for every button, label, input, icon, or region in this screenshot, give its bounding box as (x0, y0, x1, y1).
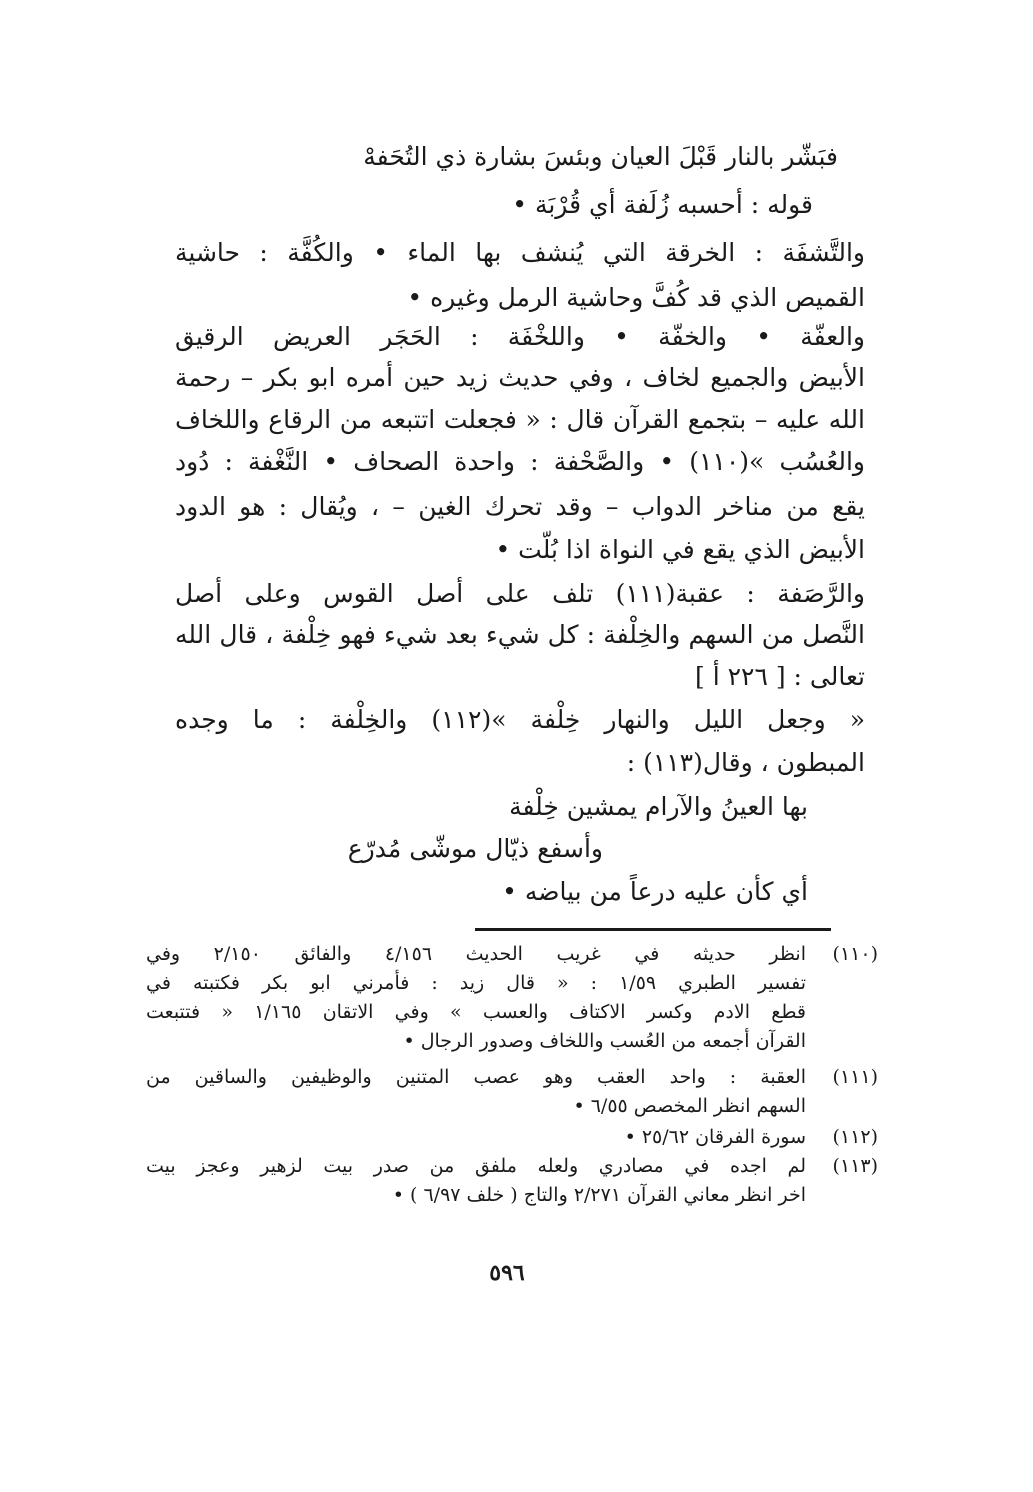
verse-line: وأسفع ذيّال موشّى مُدرّع (347, 834, 603, 863)
text-line: والتَّشفَة : الخرقة التي يُنشف بها الماء • والكُفَّة : حاشية (175, 238, 865, 267)
footnote-line: لم اجده في مصادري ولعله ملفق من صدر بيت لزهير وعجز بيت (146, 1155, 806, 1177)
text-line: « وجعل الليل والنهار خِلْفة »(١١٢) والخِلْفة : ما وجده (175, 705, 865, 734)
text-line: قوله : أحسبه زُلَفة أي قُرْبَة • (512, 190, 813, 219)
page-number: ٥٩٦ (489, 1260, 525, 1286)
text-line: والعفّة • والخفّة • واللخْفَة : الحَجَر العريض الرقيق (175, 322, 865, 351)
text-line: تعالى : [ ٢٢٦ أ ] (695, 662, 865, 691)
poem-line-opening: فبَشّر بالنار قَبْلَ العيان وبئسَ بشارة ذي التُحَفهْ (363, 142, 838, 171)
footnote-line: سورة الفرقان ٢٥/٦٢ • (624, 1126, 806, 1148)
footnote-separator (475, 928, 831, 931)
footnote-line: القرآن أجمعه من العُسب واللخاف وصدور الرجال • (403, 1030, 806, 1052)
footnote-line: قطع الادم وكسر الاكتاف والعسب » وفي الاتقان ١/١٦٥ « فتتبعت (146, 1001, 806, 1023)
footnote-number: (١١١) (832, 1066, 878, 1088)
footnote-line: اخر انظر معاني القرآن ٢/٢٧١ والتاج ( خلف ٦/٩٧ ) • (392, 1184, 806, 1206)
footnote-line: العقبة : واحد العقب وهو عصب المتنين والوظيفين والساقين من (146, 1066, 806, 1088)
footnote-line: انظر حديثه في غريب الحديث ٤/١٥٦ والفائق ٢/١٥٠ وفي (146, 943, 807, 965)
footnote-line: تفسير الطبري ١/٥٩ : « قال زيد : فأمرني ابو بكر فكتبته في (146, 972, 807, 994)
footnote-line: السهم انظر المخصص ٦/٥٥ • (573, 1095, 806, 1117)
text-line: المبطون ، وقال(١١٣) : (626, 748, 865, 777)
text-line: والعُسُب »(١١٠) • والصَّحْفة : واحدة الصحاف • النَّغْفة : دُود (175, 447, 865, 476)
text-line: أي كأن عليه درعاً من بياضه • (502, 877, 808, 906)
text-line: الأبيض والجميع لخاف ، وفي حديث زيد حين أمره ابو بكر – رحمة (175, 363, 865, 392)
footnote-number: (١١٣) (832, 1155, 878, 1177)
text-line: النَّصل من السهم والخِلْفة : كل شيء بعد شيء فهو خِلْفة ، قال الله (175, 620, 865, 649)
text-line: والرَّصَفة : عقبة(١١١) تلف على أصل القوس وعلى أصل (175, 579, 865, 608)
footnote-number: (١١٢) (832, 1126, 878, 1148)
text-line: يقع من مناخر الدواب – وقد تحرك الغين – ، ويُقال : هو الدود (175, 492, 865, 521)
verse-line: بها العينُ والآرام يمشين خِلْفة (509, 792, 808, 821)
text-line: الله عليه – بتجمع القرآن قال : « فجعلت اتتبعه من الرقاع واللخاف (175, 405, 865, 434)
text-line: القميص الذي قد كُفَّ وحاشية الرمل وغيره • (407, 283, 865, 312)
text-line: الأبيض الذي يقع في النواة اذا بُلّت • (495, 535, 865, 564)
footnote-number: (١١٠) (832, 943, 878, 965)
